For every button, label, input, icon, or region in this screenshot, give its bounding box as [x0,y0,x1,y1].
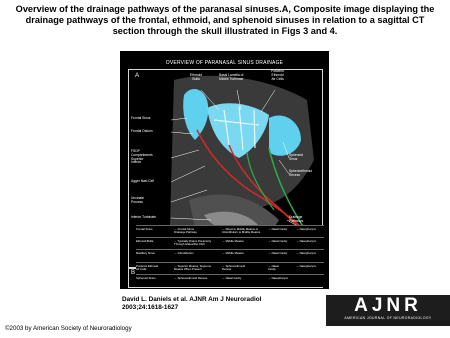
flowchart-row [136,237,324,250]
caption-line-1: Overview of the drainage pathways of the paranasal sinuses.A, Composite image displaying the [15,4,435,14]
caption-line-3: section through the skull illustrated in Figs 3 and 4. [112,26,338,36]
label-sphenoethmoid-recess: Sphenoethmoid Recess [289,169,313,177]
flowchart-cell: → Direct to Middle Meatus or Infundibulum to Middle Meatus [222,227,261,235]
panel-b-letter: B [131,270,136,276]
flowchart-cell: Posterior Ethmoid Air Cells [136,263,159,271]
copyright: ©2003 by American Society of Neuroradiology [5,325,132,332]
caption-line-2: drainage pathways of the frontal, ethmoid, and sphenoid sinuses in relation to a sagittal CT [25,15,425,25]
flowchart-cell: → Nasopharynx [296,227,317,231]
citation-line-2: 2003;24:1618-1627 [122,304,179,311]
flowchart-cell: → Superior Meatus, Supreme Meatus When Present [174,263,211,271]
flowchart-cell: → Nasopharynx [296,251,317,256]
ajnr-logo [326,295,450,326]
logo-main-text: AJNR [354,295,422,316]
flowchart-cell: → Middle Meatus [222,251,244,256]
citation [122,296,261,312]
label-fsdp-compartments: FSDP Compartments Superior Inferior [131,149,153,165]
flowchart-row [136,274,324,287]
label-frontal-sinus: Frontal Sinus [131,116,151,120]
label-posterior-ethmoid: Posterior Ethmoid Air Cells [271,69,285,81]
label-uncinate-process: Uncinate Process [131,196,145,204]
citation-line-1: David L. Daniels et al. AJNR Am J Neuroradiol [122,296,262,303]
flowchart-cell: → Nasopharynx [296,239,317,244]
flowchart-cell: → Nasal Cavity [268,227,288,231]
flowchart-cell: → Middle Meatus [222,239,244,244]
flowchart-cell: Ethmoid Bulla [136,239,154,244]
flowchart-cell: → Typically Drains Posteriorly Through Hiatus/Ret Cleft [174,239,212,247]
label-basal-lamella: Basal Lamella of Middle Turbinate [219,73,244,81]
figure-caption [0,4,450,37]
flowchart-cell: → Nasopharynx [296,263,317,268]
flowchart-cell: → Sphenoethmoid Recess [222,263,246,271]
figure-title: OVERVIEW OF PARANASAL SINUS DRAINAGE [165,60,284,66]
logo-subtitle: AMERICAN JOURNAL OF NEURORADIOLOGY [344,316,432,320]
flowchart-cell: → Infundibulum [174,251,194,256]
label-drainage-pathways: Drainage Pathways [289,215,304,223]
flowchart-cell: Frontal Sinus [136,227,153,231]
flowchart-cell: Maxillary Sinus [136,251,155,256]
label-agger-nasi: Agger Nasi Cell [131,179,154,183]
label-ethmoid-bulla: Ethmoid Bulla [190,73,203,81]
panel-a-letter: A [135,73,140,79]
flowchart-cell: → Nasopharynx [268,275,289,280]
flowchart-row [136,262,324,275]
flowchart-cell: Sphenoid Sinus [136,275,156,280]
label-sphenoid-sinus: Sphenoid Sinus [289,153,303,161]
flowchart-cell: → Frontal Sinus Drainage Pathway [174,227,197,235]
flowchart-cell: → Sphenoethmoid Recess [174,275,208,280]
label-frontal-ostium: Frontal Ostium [131,129,153,133]
flowchart-cell: → Nasal Cavity [268,239,288,244]
flowchart-row [136,249,324,262]
label-inferior-turbinate: Inferior Turbinate [131,215,156,219]
flowchart-cell: → Nasal Cavity [268,251,288,256]
drainage-flowchart [136,225,324,287]
flowchart-cell: → Nasal Cavity [268,263,279,271]
flowchart-cell: → Nasal Cavity [222,275,242,280]
